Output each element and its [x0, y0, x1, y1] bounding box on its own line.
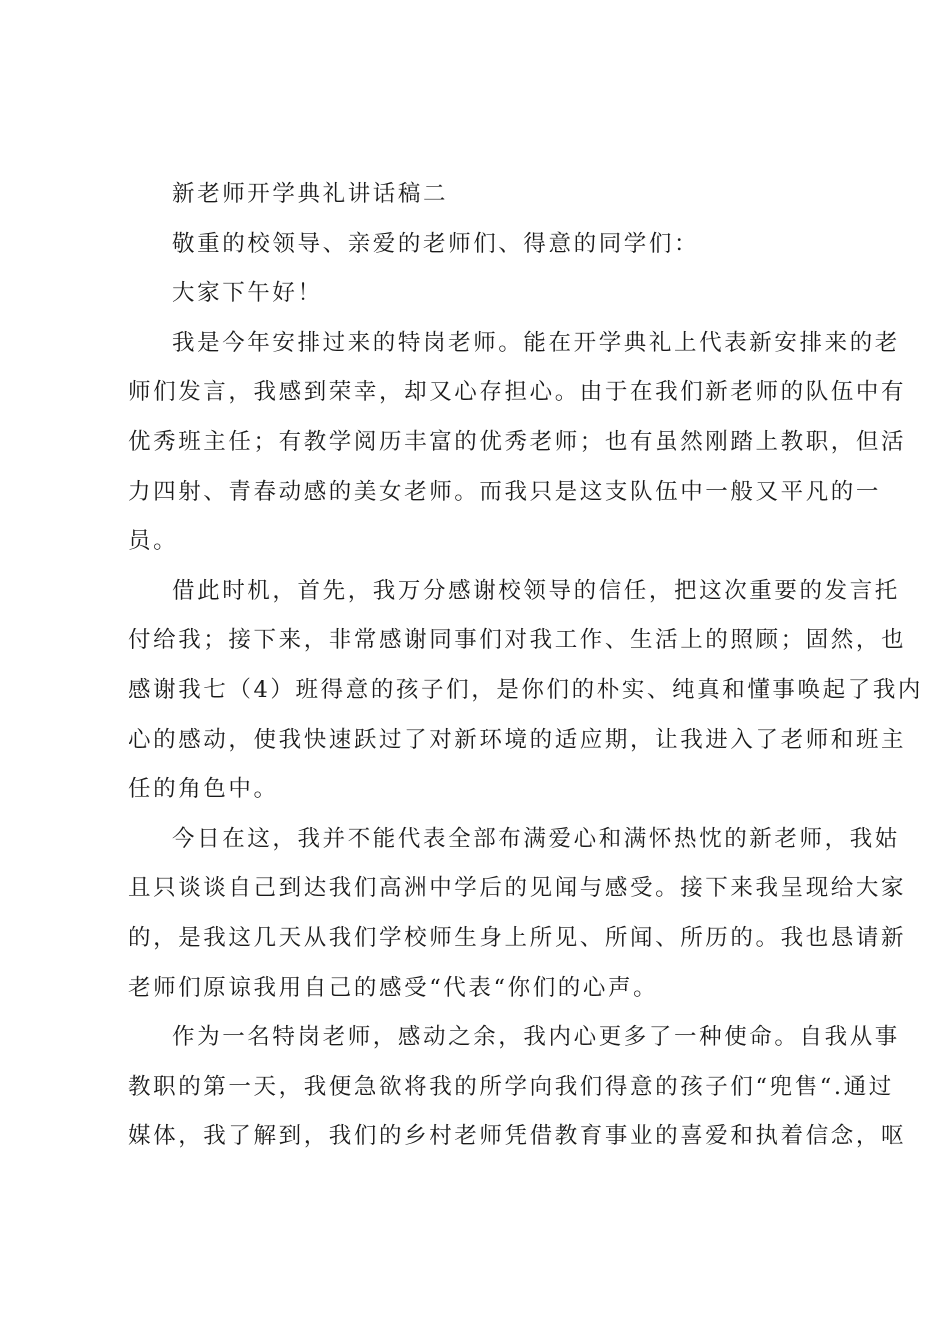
- paragraph-line: 老师们原谅我用自己的感受“代表“你们的心声。: [128, 974, 659, 1001]
- paragraph-line: 优秀班主任；有教学阅历丰富的优秀老师；也有虽然刚踏上教职，但活: [128, 428, 907, 455]
- paragraph-line: 的，是我这几天从我们学校师生身上所见、所闻、所历的。我也恳请新: [128, 924, 907, 951]
- paragraph-line: 员。: [128, 528, 179, 555]
- paragraph-line: 力四射、青春动感的美女老师。而我只是这支队伍中一般又平凡的一: [128, 478, 882, 505]
- paragraph-line: 心的感动，使我快速跃过了对新环境的适应期，让我进入了老师和班主: [128, 726, 907, 753]
- paragraph-line: 师们发言，我感到荣幸，却又心存担心。由于在我们新老师的队伍中有: [128, 379, 907, 406]
- salutation: 敬重的校领导、亲爱的老师们、得意的同学们：: [172, 230, 700, 257]
- paragraph-line: 付给我；接下来，非常感谢同事们对我工作、生活上的照顾；固然，也: [128, 627, 907, 654]
- paragraph-line: 作为一名特岗老师，感动之余，我内心更多了一种使命。自我从事: [172, 1024, 900, 1051]
- paragraph-line: 媒体，我了解到，我们的乡村老师凭借教育事业的喜爱和执着信念，呕: [128, 1123, 907, 1150]
- document-title: 新老师开学典礼讲话稿二: [172, 181, 449, 207]
- paragraph-line: 借此时机，首先，我万分感谢校领导的信任，把这次重要的发言托: [172, 577, 900, 604]
- document-body: [128, 170, 924, 1162]
- paragraph-line: 任的角色中。: [128, 776, 279, 803]
- paragraph-4: [128, 1013, 907, 1162]
- paragraph-line: 感谢我七（4）班得意的孩子们，是你们的朴实、纯真和懂事唤起了我内: [128, 676, 924, 703]
- paragraph-line: 我是今年安排过来的特岗老师。能在开学典礼上代表新安排来的老: [172, 329, 900, 356]
- greeting: 大家下午好！: [172, 280, 323, 307]
- paragraph-line: 今日在这，我并不能代表全部布满爱心和满怀热忱的新老师，我姑: [172, 825, 900, 852]
- paragraph-1: [128, 319, 907, 567]
- paragraph-line: 教职的第一天，我便急欲将我的所学向我们得意的孩子们“兜售“.通过: [128, 1073, 894, 1100]
- paragraph-line: 且只谈谈自己到达我们高洲中学后的见闻与感受。接下来我呈现给大家: [128, 875, 907, 902]
- paragraph-2: [128, 567, 924, 815]
- paragraph-3: [128, 815, 907, 1013]
